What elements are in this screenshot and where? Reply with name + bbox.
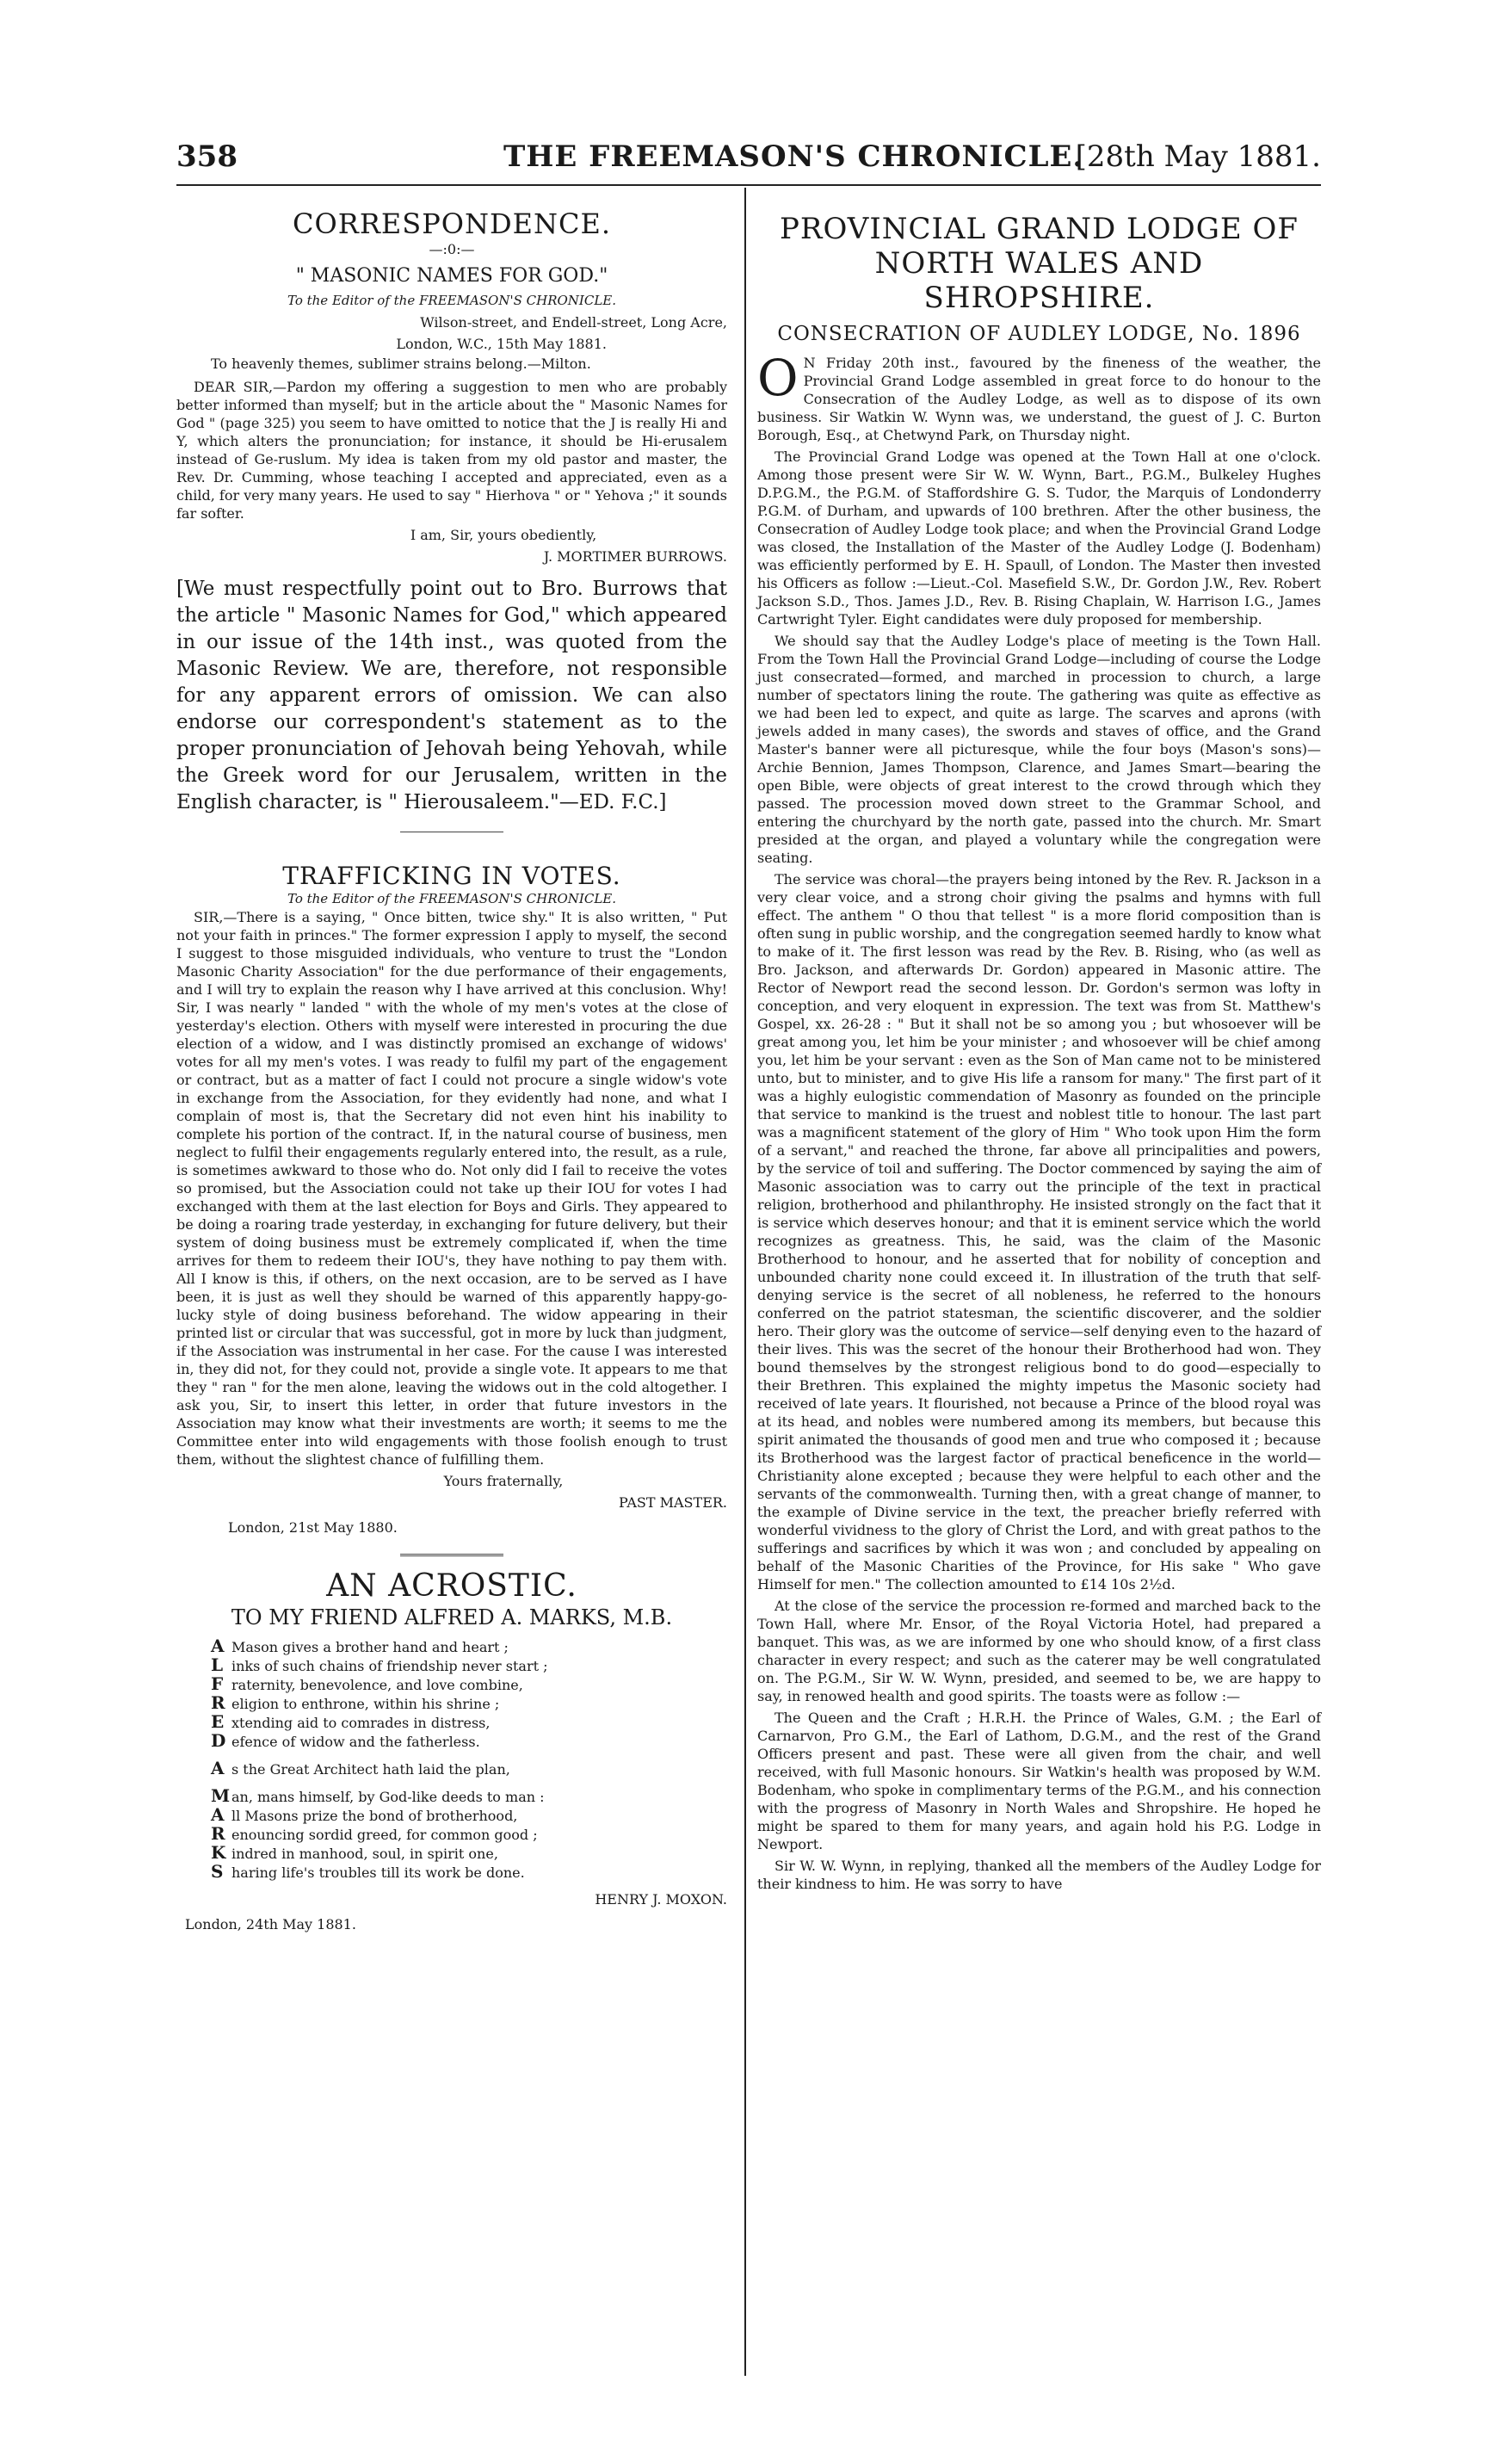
provincial-heading: PROVINCIAL GRAND LODGE OF NORTH WALES AND SHROPSHIRE.	[780, 212, 1299, 315]
letter-subheading: " MASONIC NAMES FOR GOD."	[295, 265, 608, 287]
article-para: At the close of the service the procession re-formed and marched back to the Town Hall, where Mr. Ensor, of the Royal Victoria Hotel, had prepared a banquet. This was, as we are informed by one who should know, of a first class character in every respect; and such as the caterer may be well congratulated on. The P.G.M., Sir W. W. Wynn, presided, and seemed to be, we are happy to say, in renowed health and good spirits. The toasts were as follow :—	[757, 1598, 1321, 1704]
column-rule	[744, 188, 746, 2376]
acrostic-line: E xtending aid to comrades in distress,	[211, 1711, 491, 1732]
trafficking-closing: Yours fraternally,	[443, 1473, 564, 1489]
acrostic-line: K indred in manhood, soul, in spirit one,	[211, 1842, 498, 1863]
trafficking-body: SIR,—There is a saying, " Once bitten, twice shy." It is also written, " Put not your faith in princes." The former expression I apply to myself, the second I suggest to those misguided individuals, who venture to trust the "London Masonic Charity Association" for the due performance of their engagements, and I will try to explain the reason why I have arrived at this conclusion. Why! Sir, I was nearly " landed " with the whole of my men's votes at the close of yesterday's election. Others with myself were interested in procuring the due election of a widow, and I was distinctly promised an exchange of widows' votes for all my men's votes. I was ready to fulfil my part of the engagement or contract, but as a matter of fact I could not procure a single widow's vote in exchange from the Association, for they evidently had none, and what I complain of most is, that the Secretary did not even hint his inability to complete his portion of the contract. If, in the natural course of business, men neglect to fulfil their engagements regularly entered into, the result, as a rule, is sometimes awkward to those who do. Not only did I fail to receive the votes so promised, but the Association could not take up their IOU for votes I had exchanged with them at the last election for Boys and Girls. They appeared to be doing a roaring trade yesterday, in exchanging for future delivery, but their system of doing business must be extremely complicated if, when the time arrives for them to redeem their IOU's, they have nothing to pay them with. All I know is this, if others, on the next occasion, are to be served as I have been, it is just as well they should be warned of this apparently happy-go-lucky style of doing business beforehand. The widow appearing in their printed list or circular that was successful, got in more by luck than judgment, if the Association was instrumental in her case. For the cause I was interested in, they did not, for they could not, provide a single vote. It appears to me that they " ran " for the men alone, leaving the widows out in the cold altogether. I ask you, Sir, to insert this letter, in order that future investors in the Association may know what their investments are worth; it seems to me the Committee enter into wild engagements with those foolish enough to trust them, without the slightest chance of fulfilling them.	[176, 909, 727, 1468]
acrostic-line: A ll Masons prize the bond of brotherhood,	[211, 1804, 518, 1825]
acrostic-line: A s the Great Architect hath laid the plan,	[211, 1758, 510, 1778]
to-editor-line-2: To the Editor of the FREEMASON'S CHRONICLE.	[287, 891, 617, 906]
trafficking-signer: PAST MASTER.	[619, 1494, 727, 1511]
article-para: Sir W. W. Wynn, in replying, thanked all the members of the Audley Lodge for their kindness to him. He was sorry to have	[757, 1858, 1321, 1892]
letter-address: Wilson-street, and Endell-street, Long Acre,	[420, 314, 727, 331]
newspaper-title: THE FREEMASON'S CHRONICLE.	[503, 139, 1084, 174]
acrostic-line: D efence of widow and the fatherless.	[211, 1730, 480, 1751]
editor-note: [We must respectfully point out to Bro. Burrows that the article " Masonic Names for God," which appeared in our issue of the 14th inst., was quoted from the Masonic Review. We are, therefore, not responsible for any apparent errors of omission. We can also endorse our correspondent's statement as to the proper pronunciation of Jehovah being Yehovah, while the Greek word for our Jerusalem, written in the English character, is " Hierousaleem."—ED. F.C.]	[176, 578, 727, 813]
article-para: We should say that the Audley Lodge's place of meeting is the Town Hall. From the Town Hall the Provincial Grand Lodge—including of course the Lodge just consecrated—formed, and marched in procession to church, a large number of spectators lining the route. The gathering was quite as effective as we had been led to expect, and quite as large. The scarves and aprons (with jewels added in many cases), the swords and staves of office, and the Grand Master's banner were all picturesque, while the four boys (Mason's sons)—Archie Bennion, James Thompson, Clarence, and James Smart—bearing the open Bible, were objects of great interest to the crowd through which they passed. The procession moved down street to the Grammar School, and entering the churchyard by the north gate, passed into the church. Mr. Smart presided at the organ, and played a voluntary while the congregation were seating.	[757, 633, 1321, 866]
acrostic-place-date: London, 24th May 1881.	[185, 1916, 356, 1932]
right-column	[757, 207, 1321, 1896]
article-para: The Queen and the Craft ; H.R.H. the Prince of Wales, G.M. ; the Earl of Carnarvon, Pro G.M., the Earl of Lathom, D.G.M., and the rest of the Grand Officers present and past. These were all given from the chair, and well received, with full Masonic honours. Sir Watkin's health was proposed by W.M. Bodenham, who spoke in complimentary terms of the P.G.M., and his connection with the progress of Masonry in North Wales and Shropshire. He hoped he might be spared to them for many years, and again hold his P.G. Lodge in Newport.	[757, 1710, 1321, 1852]
trafficking-place-date: London, 21st May 1880.	[228, 1519, 398, 1536]
article-para: The Provincial Grand Lodge was opened at the Town Hall at one o'clock. Among those present were Sir W. W. Wynn, Bart., P.G.M., Bulkeley Hughes D.P.G.M., the P.G.M. of Staffordshire G. S. Tudor, the Marquis of Londonderry P.G.M. of Durham, and upwards of 100 brethren. After the other business, the Consecration of Audley Lodge took place; and when the Provincial Grand Lodge was closed, the Installation of the Master of the Audley Lodge (J. Bodenham) was efficiently performed by E. H. Spaull, of London. The Master then invested his Officers as follow :—Lieut.-Col. Masefield S.W., Dr. Gordon J.W., Rev. Robert Jackson S.D., Thos. James J.D., Rev. B. Rising Chaplain, W. Harrison I.G., James Cartwright Tyler. Eight candidates were duly proposed for membership.	[757, 448, 1321, 628]
epigraph: To heavenly themes, sublimer strains belong.—Milton.	[211, 356, 591, 372]
letter-signer: J. MORTIMER BURROWS.	[543, 548, 727, 565]
acrostic-line: F raternity, benevolence, and love combine,	[211, 1673, 523, 1694]
article-para: O N Friday 20th inst., favoured by the fineness of the weather, the Provincial Grand Lodge assembled in great force to do honour to the Consecration of the Audley Lodge, as well as to dispose of its own business. Sir Watkin W. Wynn was, we understand, the guest of J. C. Burton Borough, Esq., at Chetwynd Park, on Thursday night.	[757, 349, 1321, 443]
ornament: —:0:—	[429, 241, 475, 257]
letter-closing: I am, Sir, yours obediently,	[410, 527, 597, 543]
acrostic-line: R enouncing sordid greed, for common good ;	[211, 1823, 538, 1844]
consecration-subheading: CONSECRATION OF AUDLEY LODGE, No. 1896	[777, 323, 1301, 345]
correspondence-heading: CORRESPONDENCE.	[293, 207, 611, 240]
masthead	[176, 129, 1321, 181]
drop-cap: O	[757, 349, 799, 407]
to-editor-line: To the Editor of the FREEMASON'S CHRONICLE.	[287, 293, 617, 308]
page-number: 358	[176, 139, 238, 174]
acrostic-line: S haring life's troubles till its work be done.	[211, 1861, 525, 1882]
header-rule	[176, 184, 1321, 186]
article-para: The service was choral—the prayers being intoned by the Rev. R. Jackson in a very clear voice, and a strong choir giving the psalms and hymns with full effect. The anthem " O thou that tellest " is a more florid composition than is often sung in public worship, and the congregation seemed hardly to know what to make of it. The first lesson was read by the Rev. B. Rising, who (as well as Bro. Jackson, and afterwards Dr. Gordon) appeared in Masonic attire. The Rector of Newport read the second lesson. Dr. Gordon's sermon was lofty in conception, and very eloquent in expression. The text was from St. Matthew's Gospel, xx. 26-28 : " But it shall not be so among you ; but whosoever will be great among you, let him be your minister ; and whosoever will be chief among you, let him be your servant : even as the Son of Man came not to be ministered unto, but to minister, and to give His life a ransom for many." The first part of it was a highly eulogistic commendation of Masonry as founded on the principle that service to mankind is the truest and noblest title to honour. The last part was a magnificent statement of the glory of Him " Who took upon Him the form of a servant," and reached the throne, far above all principalities and powers, by the service of toil and suffering. The Doctor commenced by saying the aim of Masonic association was to carry out the principle of the text in practical religion, brotherhood and philanthrophy. He insisted strongly on the fact that it is service which deserves honour; and that it is eminent service which the world recognizes as greatness. This, he said, was the claim of the Masonic Brotherhood to honour, and he asserted that for nobility of conception and unbounded charity none could exceed it. In illustration of the truth that self-denying service is the secret of all nobleness, he referred to the honours conferred on the patriot statesman, the scientific discoverer, and the soldier hero. Their glory was the outcome of service—self denying even to the hazard of their lives. This was the secret of the honour their Brotherhood had won. They bound themselves by the strongest religious bond to do good—especially to their Brethren. This explained the mighty impetus the Masonic society had received of late years. It flourished, not because a Prince of the blood royal was at its head, and nobles were numbered among its members, but because this spirit animated the thousands of good men and true who composed it ; because its Brotherhood was the largest factor of practical beneficence in the world—Christianity alone excepted ; because they were helpful to each other and the servants of the commonwealth. Turning then, with a great change of manner, to the example of Divine service in the text, the preacher briefly referred with wonderful vividness to the glory of Christ the Lord, and with great pathos to the sufferings and sacrifices by which it was won ; and concluded by appealing on behalf of the Masonic Charities of the Province, for His sake " Who gave Himself for men." The collection amounted to £14 10s 2½d.	[757, 871, 1321, 1592]
acrostic-line: R eligion to enthrone, within his shrine ;	[211, 1692, 500, 1713]
acrostic-dedication: TO MY FRIEND ALFRED A. MARKS, M.B.	[231, 1605, 673, 1629]
letter-date: London, W.C., 15th May 1881.	[396, 336, 607, 352]
acrostic-line: L inks of such chains of friendship never start ;	[211, 1654, 548, 1675]
acrostic-poem	[176, 1637, 727, 1882]
acrostic-line: M an, mans himself, by God-like deeds to man :	[211, 1785, 545, 1806]
issue-date: [28th May 1881.	[1075, 139, 1321, 174]
separator-double	[400, 1554, 503, 1556]
left-column	[176, 207, 727, 1937]
acrostic-heading: AN ACROSTIC.	[326, 1568, 577, 1604]
acrostic-signer: HENRY J. MOXON.	[595, 1891, 727, 1908]
trafficking-heading: TRAFFICKING IN VOTES.	[282, 862, 621, 890]
letter-body: DEAR SIR,—Pardon my offering a suggestion to men who are probably better informed than myself; but in the article about the " Masonic Names for God " (page 325) you seem to have omitted to notice that the J is really Hi and Y, which alters the pronunciation; for instance, it should be Hi-erusalem instead of Ge-ruslum. My idea is taken from my old pastor and master, the Rev. Dr. Cumming, whose teaching I accepted and appreciated, even as a child, for very many years. He used to say " Hierhova " or " Yehova ;" it sounds far softer.	[176, 379, 727, 522]
acrostic-line: A Mason gives a brother hand and heart ;	[211, 1636, 509, 1656]
